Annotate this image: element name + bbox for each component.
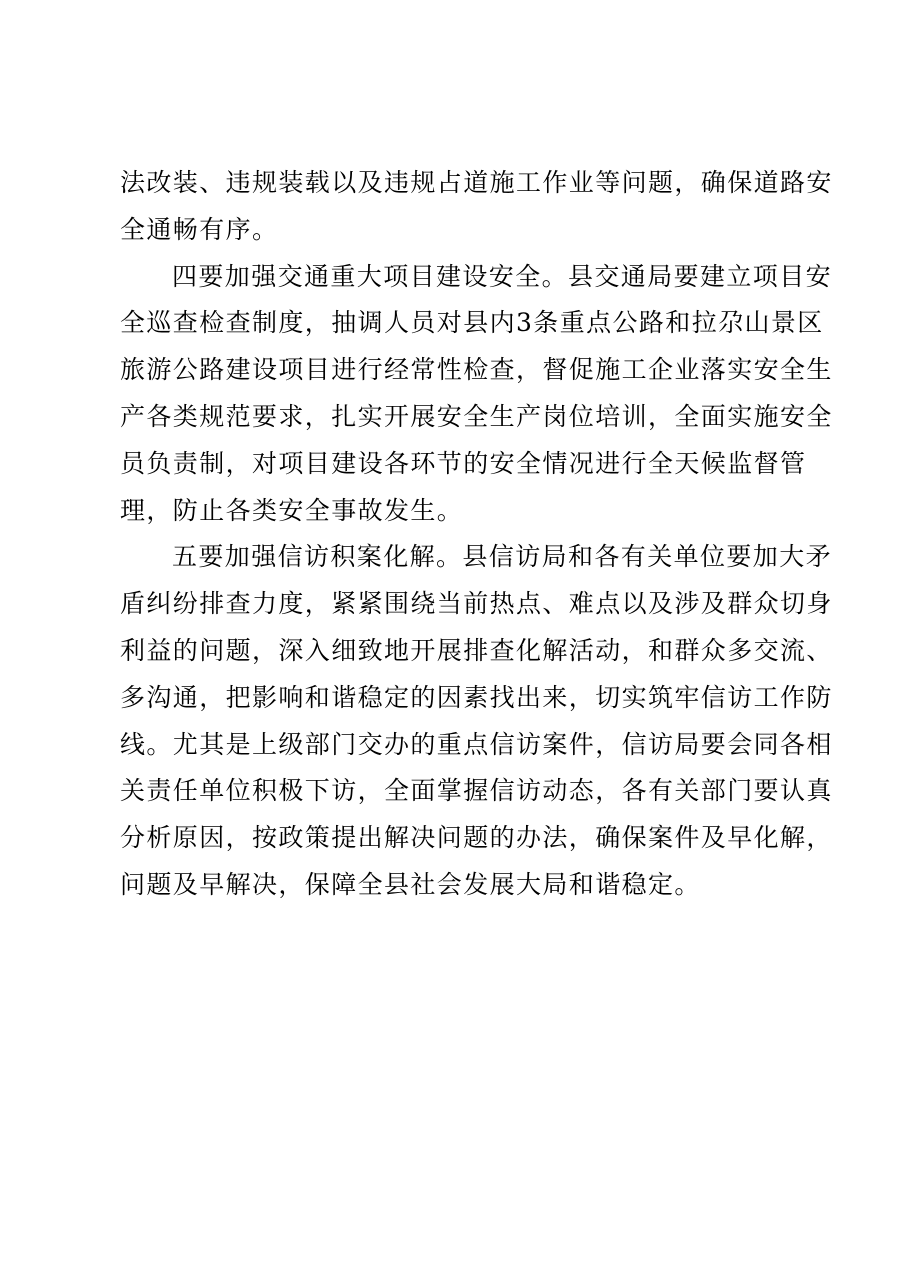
paragraph-line: 产各类规范要求，扎实开展安全生产岗位培训，全面实施安全	[120, 401, 833, 431]
paragraph-line: 理，防止各类安全事故发生。	[120, 495, 464, 525]
paragraph-line: 四要加强交通重大项目建设安全。县交通局要建立项目安	[172, 261, 833, 291]
paragraph-line: 全通畅有序。	[120, 214, 279, 244]
document-body	[120, 160, 833, 909]
paragraph-line: 法改装、违规装载以及违规占道施工作业等问题，确保道路安	[120, 168, 833, 197]
paragraph-line: 全巡查检查制度，抽调人员对县内3条重点公路和拉尕山景区	[120, 308, 824, 338]
paragraph-line: 多沟通，把影响和谐稳定的因素找出来，切实筑牢信访工作防	[120, 682, 833, 712]
paragraph-line: 线。尤其是上级部门交办的重点信访案件，信访局要会同各相	[120, 729, 833, 759]
paragraph-3	[120, 534, 833, 908]
paragraph-1	[120, 160, 833, 254]
paragraph-line: 盾纠纷排查力度，紧紧围绕当前热点、难点以及涉及群众切身	[120, 589, 833, 619]
paragraph-line: 分析原因，按政策提出解决问题的办法，确保案件及早化解，	[120, 823, 833, 853]
paragraph-2	[120, 254, 833, 535]
paragraph-line: 问题及早解决，保障全县社会发展大局和谐稳定。	[120, 869, 701, 899]
paragraph-line: 关责任单位积极下访，全面掌握信访动态，各有关部门要认真	[120, 776, 833, 806]
paragraph-line: 旅游公路建设项目进行经常性检查，督促施工企业落实安全生	[120, 355, 833, 385]
paragraph-line: 员负责制，对项目建设各环节的安全情况进行全天候监督管	[120, 448, 807, 478]
paragraph-line: 五要加强信访积案化解。县信访局和各有关单位要加大矛	[172, 542, 833, 572]
paragraph-line: 利益的问题，深入细致地开展排查化解活动，和群众多交流、	[120, 635, 833, 665]
